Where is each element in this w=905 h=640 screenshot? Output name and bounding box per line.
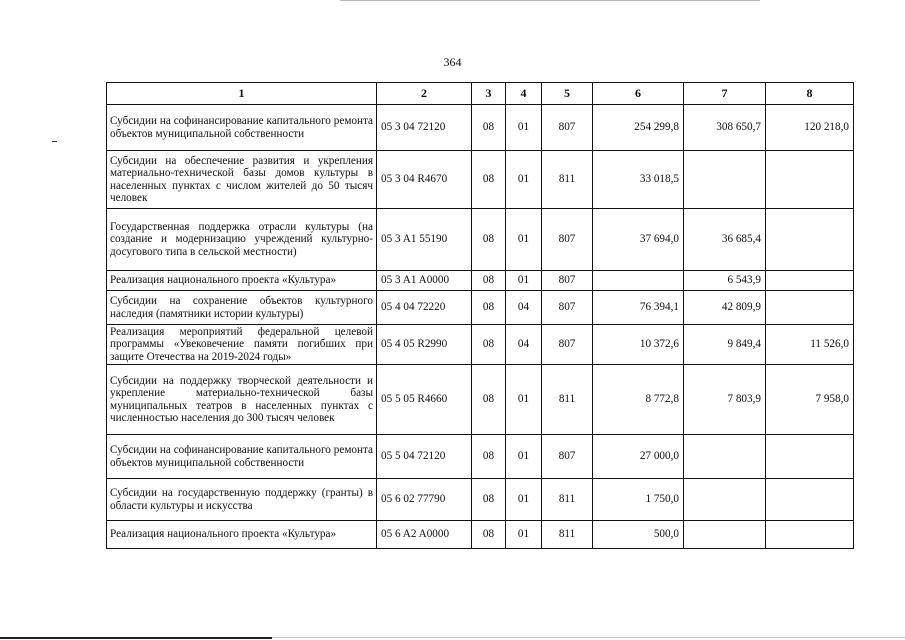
column-header-3: 3 xyxy=(472,83,506,105)
row-value-col6: 1 750,0 xyxy=(593,479,684,521)
row-code: 05 3 04 72120 xyxy=(377,105,472,151)
column-header-1: 1 xyxy=(107,83,377,105)
page-number: 364 xyxy=(443,55,462,69)
row-expense-type: 811 xyxy=(542,479,593,521)
column-header-5: 5 xyxy=(542,83,593,105)
row-value-col6: 76 394,1 xyxy=(593,291,684,325)
budget-table xyxy=(106,82,854,549)
column-header-7: 7 xyxy=(684,83,766,105)
row-value-col7: 6 543,9 xyxy=(684,271,766,291)
row-subsection: 01 xyxy=(506,435,542,479)
row-section: 08 xyxy=(472,151,506,209)
row-subsection: 01 xyxy=(506,479,542,521)
row-section: 08 xyxy=(472,325,506,365)
column-header-4: 4 xyxy=(506,83,542,105)
row-code: 05 4 04 72220 xyxy=(377,291,472,325)
row-subsection: 01 xyxy=(506,365,542,435)
row-value-col7 xyxy=(684,435,766,479)
row-value-col6: 33 018,5 xyxy=(593,151,684,209)
column-header-2: 2 xyxy=(377,83,472,105)
row-name: Реализация национального проекта «Культура» xyxy=(107,271,377,291)
row-name: Субсидии на софинансирование капитального ремонта объектов муниципальной собственности xyxy=(107,435,377,479)
row-value-col8 xyxy=(766,271,854,291)
row-expense-type: 811 xyxy=(542,151,593,209)
column-header-6: 6 xyxy=(593,83,684,105)
row-code: 05 6 A2 A0000 xyxy=(377,521,472,549)
row-subsection: 01 xyxy=(506,521,542,549)
table-row xyxy=(107,151,854,209)
row-subsection: 01 xyxy=(506,151,542,209)
top-edge-line xyxy=(340,0,760,1)
row-subsection: 01 xyxy=(506,105,542,151)
row-section: 08 xyxy=(472,291,506,325)
row-value-col7: 42 809,9 xyxy=(684,291,766,325)
row-value-col7 xyxy=(684,151,766,209)
row-name: Субсидии на сохранение объектов культурного наследия (памятники истории культуры) xyxy=(107,291,377,325)
table-row xyxy=(107,479,854,521)
row-section: 08 xyxy=(472,209,506,271)
row-subsection: 01 xyxy=(506,209,542,271)
row-value-col7: 7 803,9 xyxy=(684,365,766,435)
row-section: 08 xyxy=(472,435,506,479)
row-section: 08 xyxy=(472,105,506,151)
row-section: 08 xyxy=(472,271,506,291)
table-row xyxy=(107,291,854,325)
table-row xyxy=(107,365,854,435)
margin-mark xyxy=(52,141,57,142)
row-expense-type: 807 xyxy=(542,105,593,151)
row-code: 05 5 05 R4660 xyxy=(377,365,472,435)
row-value-col8: 120 218,0 xyxy=(766,105,854,151)
row-expense-type: 807 xyxy=(542,435,593,479)
row-code: 05 5 04 72120 xyxy=(377,435,472,479)
row-expense-type: 807 xyxy=(542,325,593,365)
row-value-col6 xyxy=(593,271,684,291)
row-expense-type: 807 xyxy=(542,271,593,291)
row-code: 05 3 A1 A0000 xyxy=(377,271,472,291)
row-name: Государственная поддержка отрасли культуры (на создание и модернизацию учреждений культурно-досугового типа в сельской местности) xyxy=(107,209,377,271)
row-name: Реализация мероприятий федеральной целевой программы «Увековечение памяти погибших при защите Отечества на 2019-2024 годы» xyxy=(107,325,377,365)
row-subsection: 04 xyxy=(506,325,542,365)
row-expense-type: 807 xyxy=(542,291,593,325)
row-value-col6: 37 694,0 xyxy=(593,209,684,271)
row-value-col8 xyxy=(766,291,854,325)
table-row xyxy=(107,209,854,271)
row-name: Субсидии на обеспечение развития и укрепления материально-технической базы домов культуры в населенных пунктах с числом жителей до 50 тысяч человек xyxy=(107,151,377,209)
table-row xyxy=(107,271,854,291)
table-row xyxy=(107,105,854,151)
header-row xyxy=(107,83,854,105)
row-expense-type: 811 xyxy=(542,521,593,549)
row-code: 05 6 02 77790 xyxy=(377,479,472,521)
row-value-col7 xyxy=(684,521,766,549)
table-body xyxy=(107,105,854,549)
row-code: 05 3 04 R4670 xyxy=(377,151,472,209)
row-code: 05 3 A1 55190 xyxy=(377,209,472,271)
row-section: 08 xyxy=(472,365,506,435)
row-value-col6: 254 299,8 xyxy=(593,105,684,151)
table-row xyxy=(107,435,854,479)
row-subsection: 01 xyxy=(506,271,542,291)
row-name: Субсидии на государственную поддержку (гранты) в области культуры и искусства xyxy=(107,479,377,521)
row-section: 08 xyxy=(472,521,506,549)
row-value-col7: 9 849,4 xyxy=(684,325,766,365)
row-value-col8 xyxy=(766,479,854,521)
row-value-col8 xyxy=(766,521,854,549)
row-value-col6: 27 000,0 xyxy=(593,435,684,479)
row-value-col8 xyxy=(766,435,854,479)
row-value-col6: 8 772,8 xyxy=(593,365,684,435)
row-value-col6: 500,0 xyxy=(593,521,684,549)
row-value-col6: 10 372,6 xyxy=(593,325,684,365)
row-code: 05 4 05 R2990 xyxy=(377,325,472,365)
row-value-col8: 7 958,0 xyxy=(766,365,854,435)
row-value-col8 xyxy=(766,151,854,209)
row-value-col7: 308 650,7 xyxy=(684,105,766,151)
row-value-col7 xyxy=(684,479,766,521)
row-name: Субсидии на поддержку творческой деятельности и укрепление материально-технической базы муниципальных театров в населенных пунктах с численностью населения до 300 тысяч человек xyxy=(107,365,377,435)
table-row xyxy=(107,521,854,549)
row-expense-type: 807 xyxy=(542,209,593,271)
row-name: Субсидии на софинансирование капитального ремонта объектов муниципальной собственности xyxy=(107,105,377,151)
table-row xyxy=(107,325,854,365)
row-value-col7: 36 685,4 xyxy=(684,209,766,271)
row-section: 08 xyxy=(472,479,506,521)
bottom-edge-line xyxy=(0,637,272,639)
row-value-col8 xyxy=(766,209,854,271)
column-header-8: 8 xyxy=(766,83,854,105)
row-expense-type: 811 xyxy=(542,365,593,435)
row-value-col8: 11 526,0 xyxy=(766,325,854,365)
row-name: Реализация национального проекта «Культура» xyxy=(107,521,377,549)
bottom-edge-line-faint xyxy=(272,637,905,638)
row-subsection: 04 xyxy=(506,291,542,325)
